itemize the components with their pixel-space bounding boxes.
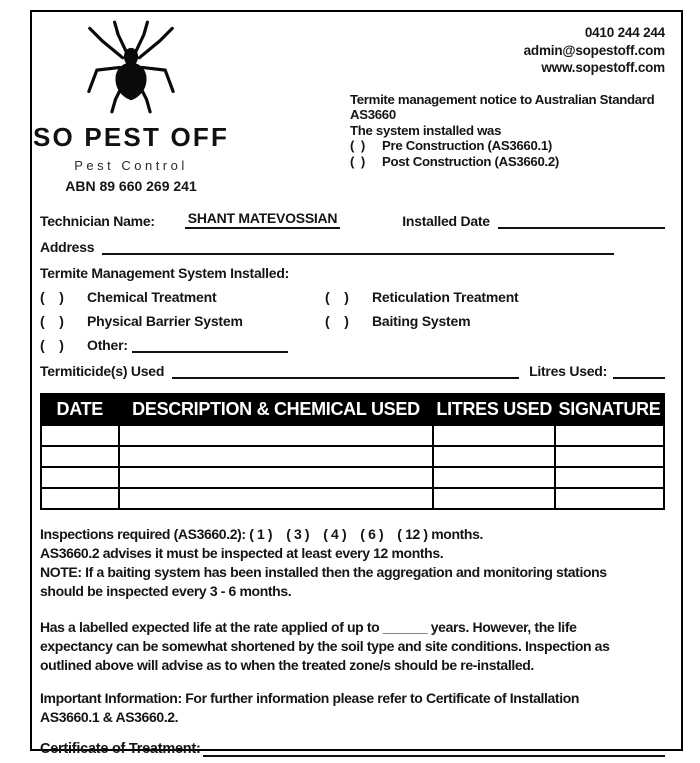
system-options-row-3 (40, 337, 665, 353)
form-header (32, 18, 665, 206)
brand-name: SO PEST OFF (32, 122, 230, 152)
signature-cell[interactable] (555, 425, 664, 446)
litres-cell[interactable] (433, 446, 555, 467)
address-field[interactable] (102, 241, 614, 255)
chemical-log-table (40, 393, 665, 510)
address-label: Address (40, 239, 95, 255)
date-cell[interactable] (41, 488, 119, 509)
signature-column-header: SIGNATURE (555, 394, 664, 425)
important-info-line-2: AS3660.1 & AS3660.2. (40, 709, 179, 725)
technician-name-value: SHANT MATEVOSSIAN (185, 210, 341, 229)
date-column-header: DATE (41, 394, 119, 425)
chemical-treatment-checkbox[interactable]: ( ) (40, 289, 64, 305)
inspections-line-4: should be inspected every 3 - 6 months. (40, 583, 292, 599)
form-border-frame (30, 10, 683, 757)
litres-used-field[interactable] (613, 365, 665, 379)
chemical-treatment-label: Chemical Treatment (87, 289, 217, 305)
notice-line-2: AS3660 (350, 107, 396, 122)
post-construction-label: Post Construction (AS3660.2) (382, 153, 559, 169)
certificate-of-treatment-label: Certificate of Treatment: (40, 741, 201, 757)
physical-barrier-option (40, 313, 325, 329)
physical-barrier-label: Physical Barrier System (87, 313, 243, 329)
inspections-line-2: AS3660.2 advises it must be inspected at least every 12 months. (40, 545, 444, 561)
other-label: Other: (87, 337, 128, 353)
system-options-row-2 (40, 313, 665, 329)
post-construction-option (350, 154, 665, 170)
baiting-system-checkbox[interactable]: ( ) (325, 313, 349, 329)
pre-construction-checkbox[interactable]: ( ) (350, 138, 365, 153)
installed-date-field[interactable] (498, 215, 665, 229)
reticulation-treatment-label: Reticulation Treatment (372, 289, 519, 305)
description-cell[interactable] (119, 488, 434, 509)
other-field[interactable] (132, 339, 288, 353)
inspections-paragraph (40, 525, 665, 601)
physical-barrier-checkbox[interactable]: ( ) (40, 313, 64, 329)
reticulation-treatment-option (325, 289, 665, 305)
pre-construction-label: Pre Construction (AS3660.1) (382, 138, 552, 153)
description-cell[interactable] (119, 467, 434, 488)
life-expectancy-line-1: Has a labelled expected life at the rate applied of up to ______ years. However, the life (40, 619, 577, 635)
post-construction-checkbox[interactable]: ( ) (350, 153, 365, 169)
technician-name-label: Technician Name: (40, 213, 155, 229)
spider-icon (80, 20, 182, 114)
signature-cell[interactable] (555, 446, 664, 467)
notice-line-1: Termite management notice to Australian Standard (350, 91, 655, 107)
life-expectancy-paragraph (40, 618, 665, 675)
description-cell[interactable] (119, 446, 434, 467)
brand-tagline: Pest Control (74, 158, 188, 173)
contact-block (350, 24, 665, 77)
standard-notice (350, 92, 665, 170)
litres-used-label: Litres Used: (529, 363, 607, 379)
description-column-header: DESCRIPTION & CHEMICAL USED (119, 394, 434, 425)
certificate-row (40, 741, 665, 757)
important-info-paragraph (40, 689, 665, 727)
installed-date-label: Installed Date (402, 213, 490, 229)
signature-cell[interactable] (555, 467, 664, 488)
life-expectancy-line-3: outlined above will advise as to when the treated zone/s should be re-installed. (40, 657, 534, 673)
other-checkbox[interactable]: ( ) (40, 337, 64, 353)
table-row (41, 425, 664, 446)
date-cell[interactable] (41, 425, 119, 446)
baiting-system-label: Baiting System (372, 313, 471, 329)
address-row (40, 239, 665, 255)
phone-number: 0410 244 244 (584, 25, 665, 40)
header-right (222, 18, 665, 206)
inspections-line-1: Inspections required (AS3660.2): ( 1 ) ( 3 ) ( 4 ) ( 6 ) ( 12 ) months. (40, 526, 483, 542)
inspections-line-3: NOTE: If a baiting system has been installed then the aggregation and monitoring stations (40, 564, 607, 580)
date-cell[interactable] (41, 467, 119, 488)
life-expectancy-line-2: expectancy can be somewhat shortened by the soil type and site conditions. Inspection as (40, 638, 610, 654)
other-option (40, 337, 665, 353)
table-row (41, 467, 664, 488)
table-row (41, 488, 664, 509)
abn-number: ABN 89 660 269 241 (65, 178, 197, 194)
table-header-row (41, 394, 664, 425)
litres-cell[interactable] (433, 467, 555, 488)
signature-cell[interactable] (555, 488, 664, 509)
company-logo (32, 18, 230, 206)
technician-row (40, 210, 665, 229)
litres-cell[interactable] (433, 488, 555, 509)
date-cell[interactable] (41, 446, 119, 467)
baiting-system-option (325, 313, 665, 329)
email-address[interactable]: admin@sopestoff.com (523, 42, 665, 58)
litres-cell[interactable] (433, 425, 555, 446)
website-url[interactable]: www.sopestoff.com (541, 60, 665, 75)
notice-line-3: The system installed was (350, 122, 502, 138)
termiticide-used-field[interactable] (172, 365, 519, 379)
litres-column-header: LITRES USED (433, 394, 555, 425)
system-installed-heading: Termite Management System Installed: (40, 265, 290, 281)
termiticide-row (40, 363, 665, 379)
termiticide-used-label: Termiticide(s) Used (40, 363, 165, 379)
description-cell[interactable] (119, 425, 434, 446)
important-info-line-1: Important Information: For further information please refer to Certificate of Installation (40, 690, 580, 706)
pre-construction-option (350, 138, 665, 154)
reticulation-treatment-checkbox[interactable]: ( ) (325, 289, 349, 305)
certificate-of-treatment-field[interactable] (203, 743, 665, 757)
system-options-row-1 (40, 289, 665, 305)
table-row (41, 446, 664, 467)
chemical-treatment-option (40, 289, 325, 305)
